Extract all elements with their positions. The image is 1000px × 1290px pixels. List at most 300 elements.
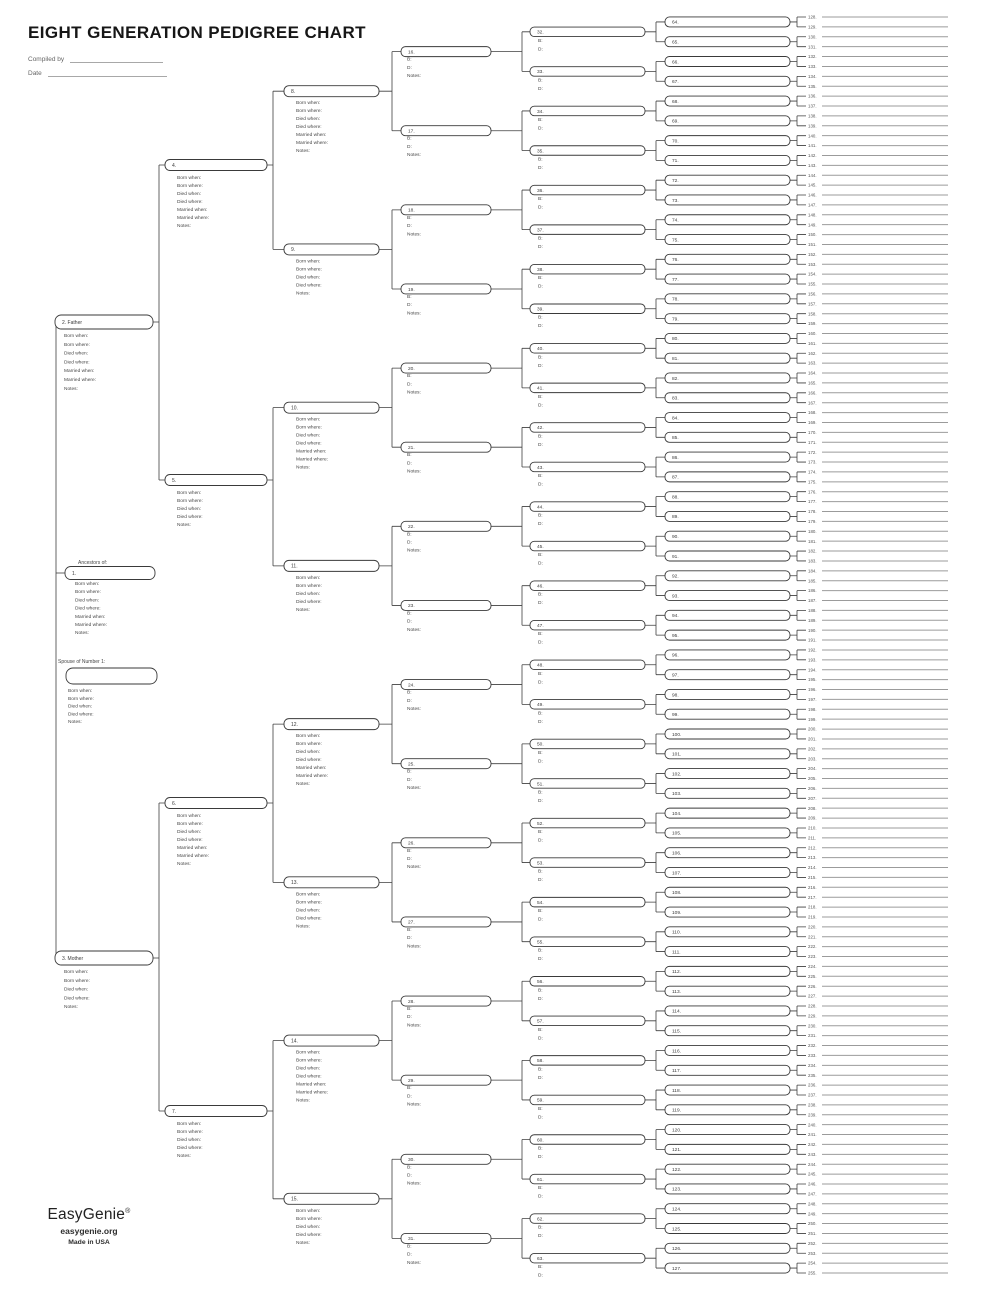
- connector-line: [790, 1263, 806, 1273]
- person-box-79[interactable]: [665, 314, 790, 324]
- person-box-83[interactable]: [665, 393, 790, 403]
- person-box-46[interactable]: [530, 581, 645, 591]
- field-label: Notes:: [64, 1005, 78, 1011]
- field-label: D:: [407, 303, 412, 309]
- ancestor-number-135: 135.: [808, 83, 817, 89]
- connector-line: [790, 1164, 806, 1174]
- ancestor-number-227: 227.: [808, 993, 817, 999]
- person-box-91[interactable]: [665, 551, 790, 561]
- person-number-20: 20.: [408, 366, 415, 372]
- person-box-14[interactable]: [284, 1035, 379, 1046]
- person-box-80[interactable]: [665, 333, 790, 343]
- field-label: Died when:: [64, 987, 88, 993]
- person-box-48[interactable]: [530, 660, 645, 670]
- person-box-84[interactable]: [665, 413, 790, 423]
- person-box-86[interactable]: [665, 452, 790, 462]
- person-box-82[interactable]: [665, 373, 790, 383]
- field-label: D:: [407, 619, 412, 625]
- field-label: B:: [538, 276, 543, 282]
- ancestor-number-146: 146.: [808, 192, 817, 198]
- ancestor-number-186: 186.: [808, 588, 817, 594]
- ancestor-number-178: 178.: [808, 509, 817, 515]
- connector-line: [790, 670, 806, 680]
- connector-line: [790, 333, 806, 343]
- field-label: Born where:: [64, 978, 90, 984]
- person-box-50[interactable]: [530, 739, 645, 749]
- field-label: B:: [407, 848, 412, 854]
- person-box-68[interactable]: [665, 96, 790, 106]
- person-box-98[interactable]: [665, 689, 790, 699]
- person-box-70[interactable]: [665, 136, 790, 146]
- ancestor-number-134: 134.: [808, 73, 817, 79]
- person-box-63[interactable]: [530, 1253, 645, 1263]
- person-box-15[interactable]: [284, 1193, 379, 1204]
- ancestor-number-177: 177.: [808, 499, 817, 505]
- ancestor-number-212: 212.: [808, 845, 817, 851]
- person-box-10[interactable]: [284, 402, 379, 413]
- field-label: Died when:: [296, 433, 320, 439]
- field-label: Died when:: [296, 117, 320, 123]
- person-number-24: 24.: [408, 683, 415, 689]
- field-label: Born where:: [296, 742, 322, 748]
- person-box-40[interactable]: [530, 344, 645, 354]
- person-box-33[interactable]: [530, 67, 645, 77]
- person-number-84: 84.: [672, 416, 679, 422]
- ancestor-number-200: 200.: [808, 726, 817, 732]
- field-label: B:: [407, 611, 412, 617]
- connector-line: [790, 1065, 806, 1075]
- person-box-62[interactable]: [530, 1214, 645, 1224]
- person-number-47: 47.: [537, 624, 544, 630]
- field-label: Notes:: [407, 1260, 421, 1266]
- field-label: Notes:: [407, 944, 421, 950]
- ancestor-number-215: 215.: [808, 875, 817, 881]
- person-box-34[interactable]: [530, 106, 645, 116]
- ancestor-number-162: 162.: [808, 350, 817, 356]
- person-box-51[interactable]: [530, 779, 645, 789]
- person-box-104[interactable]: [665, 808, 790, 818]
- field-label: B:: [538, 592, 543, 598]
- person-number-64: 64.: [672, 20, 679, 26]
- field-label: Born when:: [296, 259, 321, 265]
- connector-line: [645, 892, 665, 912]
- person-box-67[interactable]: [665, 76, 790, 86]
- person-box-55[interactable]: [530, 937, 645, 947]
- field-label: B:: [538, 197, 543, 203]
- person-number-100: 100.: [672, 732, 682, 738]
- ancestor-number-183: 183.: [808, 558, 817, 564]
- person-box-43[interactable]: [530, 462, 645, 472]
- person-number-83: 83.: [672, 396, 679, 402]
- person-number-3: 3. Mother: [62, 955, 84, 962]
- connector-line: [790, 17, 806, 27]
- field-label: Born where:: [64, 342, 90, 348]
- field-label: Born when:: [177, 176, 202, 181]
- person-number-117: 117.: [672, 1069, 681, 1075]
- ancestor-number-217: 217.: [808, 894, 817, 900]
- person-box-115[interactable]: [665, 1026, 790, 1036]
- field-label: Born where:: [296, 900, 322, 906]
- field-label: Died where:: [68, 712, 94, 718]
- ancestor-number-199: 199.: [808, 716, 817, 722]
- connector-line: [790, 1046, 806, 1056]
- connector-line: [790, 788, 806, 798]
- person-box-1[interactable]: [65, 567, 155, 580]
- person-number-55: 55.: [537, 940, 544, 946]
- person-number-63: 63.: [537, 1256, 544, 1262]
- person-number-49: 49.: [537, 703, 544, 709]
- person-box-124[interactable]: [665, 1204, 790, 1214]
- person-box-85[interactable]: [665, 432, 790, 442]
- person-box-74[interactable]: [665, 215, 790, 225]
- person-box-49[interactable]: [530, 700, 645, 710]
- person-box-97[interactable]: [665, 670, 790, 680]
- connector-line: [790, 235, 806, 245]
- connector-line: [790, 749, 806, 759]
- person-box-121[interactable]: [665, 1144, 790, 1154]
- person-number-38: 38.: [537, 267, 544, 273]
- person-number-112: 112.: [672, 970, 681, 976]
- field-label: Notes:: [64, 386, 78, 392]
- ancestor-number-153: 153.: [808, 261, 817, 267]
- field-label: B:: [538, 1225, 543, 1231]
- field-label: Died where:: [296, 441, 322, 447]
- ancestor-number-160: 160.: [808, 331, 817, 337]
- person-number-40: 40.: [537, 347, 544, 353]
- field-label: D:: [407, 1094, 412, 1100]
- connector-line: [790, 472, 806, 482]
- field-label: B:: [538, 117, 543, 123]
- connector-line: [790, 927, 806, 937]
- person-number-69: 69.: [672, 119, 679, 125]
- connector-line: [153, 803, 165, 1111]
- connector-line: [491, 1060, 530, 1100]
- ancestor-number-220: 220.: [808, 924, 817, 930]
- person-number-113: 113.: [672, 989, 681, 995]
- field-label: Notes:: [407, 865, 421, 871]
- field-label: Died where:: [296, 758, 322, 764]
- person-number-35: 35.: [537, 149, 544, 155]
- person-box-76[interactable]: [665, 254, 790, 264]
- person-number-76: 76.: [672, 258, 679, 264]
- person-box-112[interactable]: [665, 966, 790, 976]
- connector-line: [491, 981, 530, 1021]
- person-number-32: 32.: [537, 30, 544, 36]
- connector-line: [645, 299, 665, 319]
- ancestor-number-159: 159.: [808, 321, 817, 327]
- person-box-13[interactable]: [284, 877, 379, 888]
- person-box-111[interactable]: [665, 947, 790, 957]
- person-box-90[interactable]: [665, 531, 790, 541]
- person-box-95[interactable]: [665, 630, 790, 640]
- ancestor-number-230: 230.: [808, 1023, 817, 1029]
- field-label: Born when:: [64, 334, 89, 339]
- field-label: Married when:: [64, 369, 95, 375]
- person-box-116[interactable]: [665, 1045, 790, 1055]
- person-number-97: 97.: [672, 673, 679, 679]
- person-number-62: 62.: [537, 1217, 544, 1223]
- person-box-108[interactable]: [665, 887, 790, 897]
- person-box-37[interactable]: [530, 225, 645, 235]
- connector-line: [790, 76, 806, 86]
- person-box-45[interactable]: [530, 541, 645, 551]
- person-number-65: 65.: [672, 40, 679, 46]
- field-label: B:: [538, 632, 543, 638]
- ancestor-number-176: 176.: [808, 489, 817, 495]
- connector-line: [790, 96, 806, 106]
- connector-line: [790, 1243, 806, 1253]
- ancestor-number-192: 192.: [808, 647, 817, 653]
- person-box-123[interactable]: [665, 1184, 790, 1194]
- field-label: Married when:: [177, 846, 208, 851]
- field-label: B:: [407, 769, 412, 775]
- connector-line: [645, 576, 665, 596]
- field-label: D:: [538, 719, 543, 725]
- field-label: Notes:: [296, 607, 310, 613]
- person-box-57[interactable]: [530, 1016, 645, 1026]
- ancestor-number-218: 218.: [808, 904, 817, 910]
- field-label: Married when:: [177, 208, 208, 213]
- ancestor-number-141: 141.: [808, 143, 817, 149]
- person-number-36: 36.: [537, 188, 544, 194]
- field-label: D:: [407, 65, 412, 71]
- person-box-60[interactable]: [530, 1135, 645, 1145]
- person-box-72[interactable]: [665, 175, 790, 185]
- field-label: Married when:: [296, 766, 327, 772]
- ancestor-number-194: 194.: [808, 667, 817, 673]
- ancestor-number-232: 232.: [808, 1043, 817, 1049]
- connector-line: [790, 1125, 806, 1135]
- person-box-107[interactable]: [665, 867, 790, 877]
- field-label: Born where:: [177, 499, 203, 504]
- field-label: D:: [538, 878, 543, 884]
- field-label: Married where:: [64, 378, 96, 383]
- person-box-42[interactable]: [530, 423, 645, 433]
- connector-line: [790, 452, 806, 462]
- person-box-69[interactable]: [665, 116, 790, 126]
- field-label: Born where:: [296, 267, 322, 273]
- person-box-125[interactable]: [665, 1224, 790, 1234]
- connector-line: [790, 887, 806, 897]
- person-box-101[interactable]: [665, 749, 790, 759]
- person-box-93[interactable]: [665, 591, 790, 601]
- person-box-65[interactable]: [665, 37, 790, 47]
- person-box-126[interactable]: [665, 1243, 790, 1253]
- person-box-71[interactable]: [665, 155, 790, 165]
- person-box-94[interactable]: [665, 610, 790, 620]
- person-box-92[interactable]: [665, 571, 790, 581]
- person-number-85: 85.: [672, 436, 679, 442]
- connector-line: [790, 848, 806, 858]
- person-box-77[interactable]: [665, 274, 790, 284]
- field-label: B:: [538, 434, 543, 440]
- person-box-100[interactable]: [665, 729, 790, 739]
- person-number-58: 58.: [537, 1059, 544, 1065]
- ancestor-number-201: 201.: [808, 736, 817, 742]
- ancestor-number-150: 150.: [808, 232, 817, 238]
- ancestor-number-173: 173.: [808, 459, 817, 465]
- person-box-75[interactable]: [665, 235, 790, 245]
- person-box-38[interactable]: [530, 264, 645, 274]
- person-box-127[interactable]: [665, 1263, 790, 1273]
- field-label: Born where:: [68, 696, 94, 702]
- connector-line: [790, 709, 806, 719]
- connector-line: [645, 1090, 665, 1110]
- person-box-78[interactable]: [665, 294, 790, 304]
- field-label: D:: [538, 601, 543, 607]
- field-label: D:: [407, 540, 412, 546]
- connector-line: [790, 274, 806, 284]
- person-number-86: 86.: [672, 455, 679, 461]
- person-box-64[interactable]: [665, 17, 790, 27]
- person-box-106[interactable]: [665, 848, 790, 858]
- field-label: B:: [538, 1146, 543, 1152]
- connector-line: [645, 1209, 665, 1229]
- person-box-32[interactable]: [530, 27, 645, 37]
- person-box-122[interactable]: [665, 1164, 790, 1174]
- person-box-119[interactable]: [665, 1105, 790, 1115]
- connector-line: [491, 1139, 530, 1179]
- ancestor-number-214: 214.: [808, 865, 817, 871]
- field-label: Born where:: [296, 425, 322, 431]
- field-label: Notes:: [407, 548, 421, 554]
- field-label: Born where:: [177, 822, 203, 827]
- person-box-8[interactable]: [284, 86, 379, 97]
- connector-line: [491, 32, 530, 72]
- person-box-59[interactable]: [530, 1095, 645, 1105]
- ancestor-number-128: 128.: [808, 14, 817, 20]
- person-box-54[interactable]: [530, 897, 645, 907]
- person-box-5[interactable]: [165, 475, 267, 486]
- ancestor-number-206: 206.: [808, 786, 817, 792]
- person-box-81[interactable]: [665, 353, 790, 363]
- ancestor-number-189: 189.: [808, 617, 817, 623]
- field-label: D:: [538, 245, 543, 251]
- person-box-118[interactable]: [665, 1085, 790, 1095]
- field-label: Born when:: [177, 1122, 202, 1127]
- connector-line: [645, 1130, 665, 1150]
- person-number-123: 123.: [672, 1187, 682, 1193]
- connector-line: [790, 1144, 806, 1154]
- person-box-39[interactable]: [530, 304, 645, 314]
- person-box-105[interactable]: [665, 828, 790, 838]
- person-box-7[interactable]: [165, 1106, 267, 1117]
- connector-line: [645, 615, 665, 635]
- person-box-102[interactable]: [665, 769, 790, 779]
- field-label: D:: [538, 442, 543, 448]
- person-box-113[interactable]: [665, 986, 790, 996]
- person-box-56[interactable]: [530, 977, 645, 987]
- person-number-5: 5.: [172, 477, 177, 484]
- person-number-71: 71.: [672, 159, 679, 165]
- ancestor-number-255: 255.: [808, 1270, 817, 1276]
- person-box-73[interactable]: [665, 195, 790, 205]
- ancestor-number-237: 237.: [808, 1092, 817, 1098]
- person-box-47[interactable]: [530, 620, 645, 630]
- ancestor-number-219: 219.: [808, 914, 817, 920]
- ancestor-number-175: 175.: [808, 479, 817, 485]
- person-box-44[interactable]: [530, 502, 645, 512]
- person-number-44: 44.: [537, 505, 544, 511]
- person-box-52[interactable]: [530, 818, 645, 828]
- field-label: Died where:: [296, 1232, 322, 1238]
- field-label: D:: [538, 561, 543, 567]
- person-box-88[interactable]: [665, 492, 790, 502]
- field-label: D:: [538, 86, 543, 92]
- person-box-87[interactable]: [665, 472, 790, 482]
- person-box-6[interactable]: [165, 798, 267, 809]
- person-box-96[interactable]: [665, 650, 790, 660]
- person-box-53[interactable]: [530, 858, 645, 868]
- person-box-120[interactable]: [665, 1125, 790, 1135]
- field-label: B:: [407, 1086, 412, 1092]
- ancestor-number-216: 216.: [808, 884, 817, 890]
- person-box-103[interactable]: [665, 788, 790, 798]
- person-number-126: 126.: [672, 1247, 682, 1253]
- field-label: B:: [538, 711, 543, 717]
- person-box-110[interactable]: [665, 927, 790, 937]
- field-label: D:: [538, 1194, 543, 1200]
- ancestor-number-210: 210.: [808, 825, 817, 831]
- field-label: Died where:: [64, 996, 90, 1002]
- connector-line: [491, 823, 530, 863]
- field-label: B:: [538, 355, 543, 361]
- ancestor-number-250: 250.: [808, 1221, 817, 1227]
- person-number-1: 1.: [72, 570, 77, 577]
- person-number-53: 53.: [537, 861, 544, 867]
- person-box-12[interactable]: [284, 719, 379, 730]
- ancestor-number-211: 211.: [808, 835, 817, 841]
- ancestor-number-182: 182.: [808, 548, 817, 554]
- connector-line: [645, 418, 665, 438]
- person-box-61[interactable]: [530, 1174, 645, 1184]
- person-box-89[interactable]: [665, 511, 790, 521]
- person-box-11[interactable]: [284, 560, 379, 571]
- person-box-36[interactable]: [530, 185, 645, 195]
- spouse-box[interactable]: [66, 668, 157, 684]
- person-box-41[interactable]: [530, 383, 645, 393]
- ancestor-number-144: 144.: [808, 172, 817, 178]
- person-box-4[interactable]: [165, 160, 267, 171]
- field-label: D:: [538, 680, 543, 686]
- person-box-99[interactable]: [665, 709, 790, 719]
- ancestor-number-179: 179.: [808, 518, 817, 524]
- person-box-117[interactable]: [665, 1065, 790, 1075]
- field-label: Born when:: [177, 491, 202, 496]
- ancestor-number-149: 149.: [808, 222, 817, 228]
- ancestor-number-148: 148.: [808, 212, 817, 218]
- field-label: Died when:: [177, 830, 201, 835]
- field-label: Born where:: [75, 590, 101, 596]
- person-box-9[interactable]: [284, 244, 379, 255]
- person-box-114[interactable]: [665, 1006, 790, 1016]
- connector-line: [645, 1050, 665, 1070]
- person-number-92: 92.: [672, 574, 679, 580]
- connector-line: [790, 907, 806, 917]
- connector-line: [645, 22, 665, 42]
- ancestor-number-190: 190.: [808, 627, 817, 633]
- field-label: B:: [538, 394, 543, 400]
- connector-line: [790, 413, 806, 423]
- ancestor-number-229: 229.: [808, 1013, 817, 1019]
- person-box-58[interactable]: [530, 1056, 645, 1066]
- date-label: Date: [28, 70, 42, 77]
- person-box-35[interactable]: [530, 146, 645, 156]
- person-box-109[interactable]: [665, 907, 790, 917]
- connector-line: [491, 586, 530, 626]
- field-label: Notes:: [407, 469, 421, 475]
- person-box-66[interactable]: [665, 57, 790, 67]
